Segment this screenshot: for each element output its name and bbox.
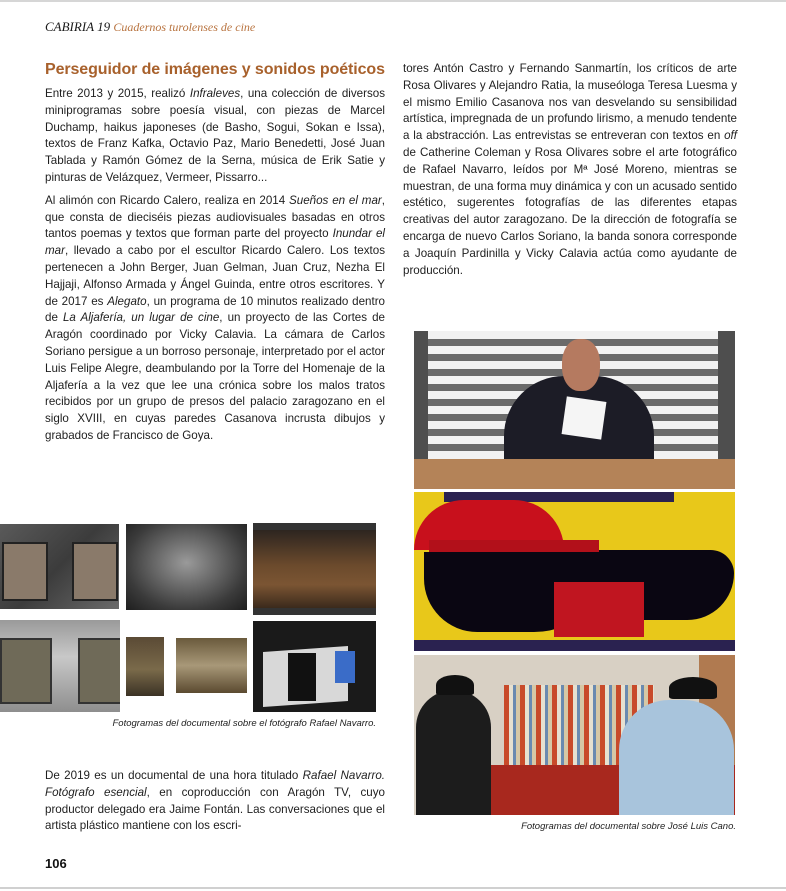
text-run: , un proyecto de las Cortes de Aragón coordinado por Vicky Calavia. La cámara de Carlos Soriano persigue a un borroso personaje, interpretado por el actor Luis Felipe Alegre, deambulando por la Torre del Homenaje de la Aljafería a la vez que lee una crónica sobre los malos tratos recibidos por un grupo de presos del palacio zaragozano en el siglo XVIII, en cuyas paredes Casanova incrusta dibujos y grabados de Francisco de Goya.	[45, 311, 385, 442]
italic-title: Rafael Navarro. Fotógrafo esencial	[45, 769, 385, 799]
text-run: De 2019 es un documental de una hora titulado	[45, 769, 303, 782]
film-still-rafael-navarro-5	[126, 637, 164, 696]
text-run: , un programa de 10 minutos realizado dentro de	[45, 294, 385, 325]
paragraph	[45, 768, 385, 835]
text-run: , que consta de dieciséis piezas audiovisuales basadas en otros tantos poemas y textos que forman parte del proyecto	[45, 193, 385, 241]
italic-title: off	[724, 129, 737, 143]
section-title: Perseguidor de imágenes y sonidos poéticos	[45, 61, 385, 78]
page-number: 106	[45, 856, 67, 871]
text-run: tores Antón Castro y Fernando Sanmartín, los críticos de arte Rosa Olivares y Alejandro Ratia, la museóloga Teresa Luesma y el mismo Emilio Casanova nos van desvelando su sensibilidad artística, impregnada de un profundo lirismo, a menudo tendente a la abstracción. Las entrevistas se entreveran con textos en	[403, 62, 737, 143]
magazine-name: CABIRIA 19	[45, 19, 111, 34]
italic-title: Sueños en el mar	[289, 193, 382, 207]
film-still-rafael-navarro-7	[253, 621, 376, 712]
film-still-rafael-navarro-6	[176, 638, 247, 693]
film-still-rafael-navarro-3	[253, 523, 376, 615]
text-run: , en coproducción con Aragón TV, cuyo productor delegado era Jaime Fontán. Las conversaciones que el artista plástico mantiene con los escri-	[45, 785, 385, 833]
text-run: de Catherine Coleman y Rosa Olivares sobre el arte fotográfico de Rafael Navarro, leídos por Mª José Moreno, mientras se muestran, de una forma muy dinámica y con un acusado sentido estético, sugerentes fotografías de las diferentes etapas creativas del autor zaragozano. De la dirección de fotografía se encarga de nuevo Carlos Soriano, la banda sonora corresponde a Joaquín Pardinilla y Vicky Calavia actúa como ayudante de producción.	[403, 145, 737, 277]
left-column-bottom	[45, 768, 385, 835]
running-header	[45, 19, 255, 35]
film-still-rafael-navarro-1	[0, 524, 119, 609]
film-still-rafael-navarro-2	[126, 524, 247, 610]
abstract-painting	[414, 492, 735, 651]
text-run: Entre 2013 y 2015, realizó	[45, 87, 190, 100]
paragraph	[403, 61, 737, 279]
italic-title: Infraleves	[189, 87, 241, 100]
italic-title: La Aljafería, un lugar de cine	[62, 311, 220, 325]
caption-right: Fotogramas del documental sobre José Luis Cano.	[521, 821, 736, 832]
left-column-top	[45, 86, 385, 445]
paragraph	[45, 86, 385, 187]
top-rule	[0, 0, 786, 2]
film-still-rafael-navarro-4	[0, 620, 120, 712]
text-run: Al alimón con Ricardo Calero, realiza en 2014	[45, 193, 290, 207]
magazine-subtitle: Cuadernos turolenses de cine	[113, 20, 256, 34]
bottom-rule	[0, 887, 786, 889]
italic-title: Inundar el mar	[45, 227, 385, 258]
paragraph	[45, 193, 385, 445]
text-run: , una colección de diversos miniprogramas sobre poesía visual, con piezas de Marcel Duchamp, haikus japoneses (de Basho, Sogui, Sokan e Issa), textos de Franz Kafka, Octavio Paz, Mario Benedetti, José Juan Tablada y Ramón Gómez de la Serna, música de Erik Satie y pinturas de Velázquez, Vermeer, Pissarro...	[45, 87, 385, 184]
film-still-jose-luis-cano	[414, 655, 735, 815]
italic-title: Alegato	[107, 294, 147, 308]
text-run: , llevado a cabo por el escultor Ricardo Calero. Los textos pertenecen a John Berger, Juan Gelman, Juan Cruz, Nezha El Hajjaji, Alfonso Armada y Ángel Guinda, entre otros escritores. Y de 2017 es	[45, 244, 385, 308]
right-column	[403, 61, 737, 279]
caption-left: Fotogramas del documental sobre el fotógrafo Rafael Navarro.	[112, 718, 376, 729]
photo-man-with-books	[414, 331, 735, 489]
